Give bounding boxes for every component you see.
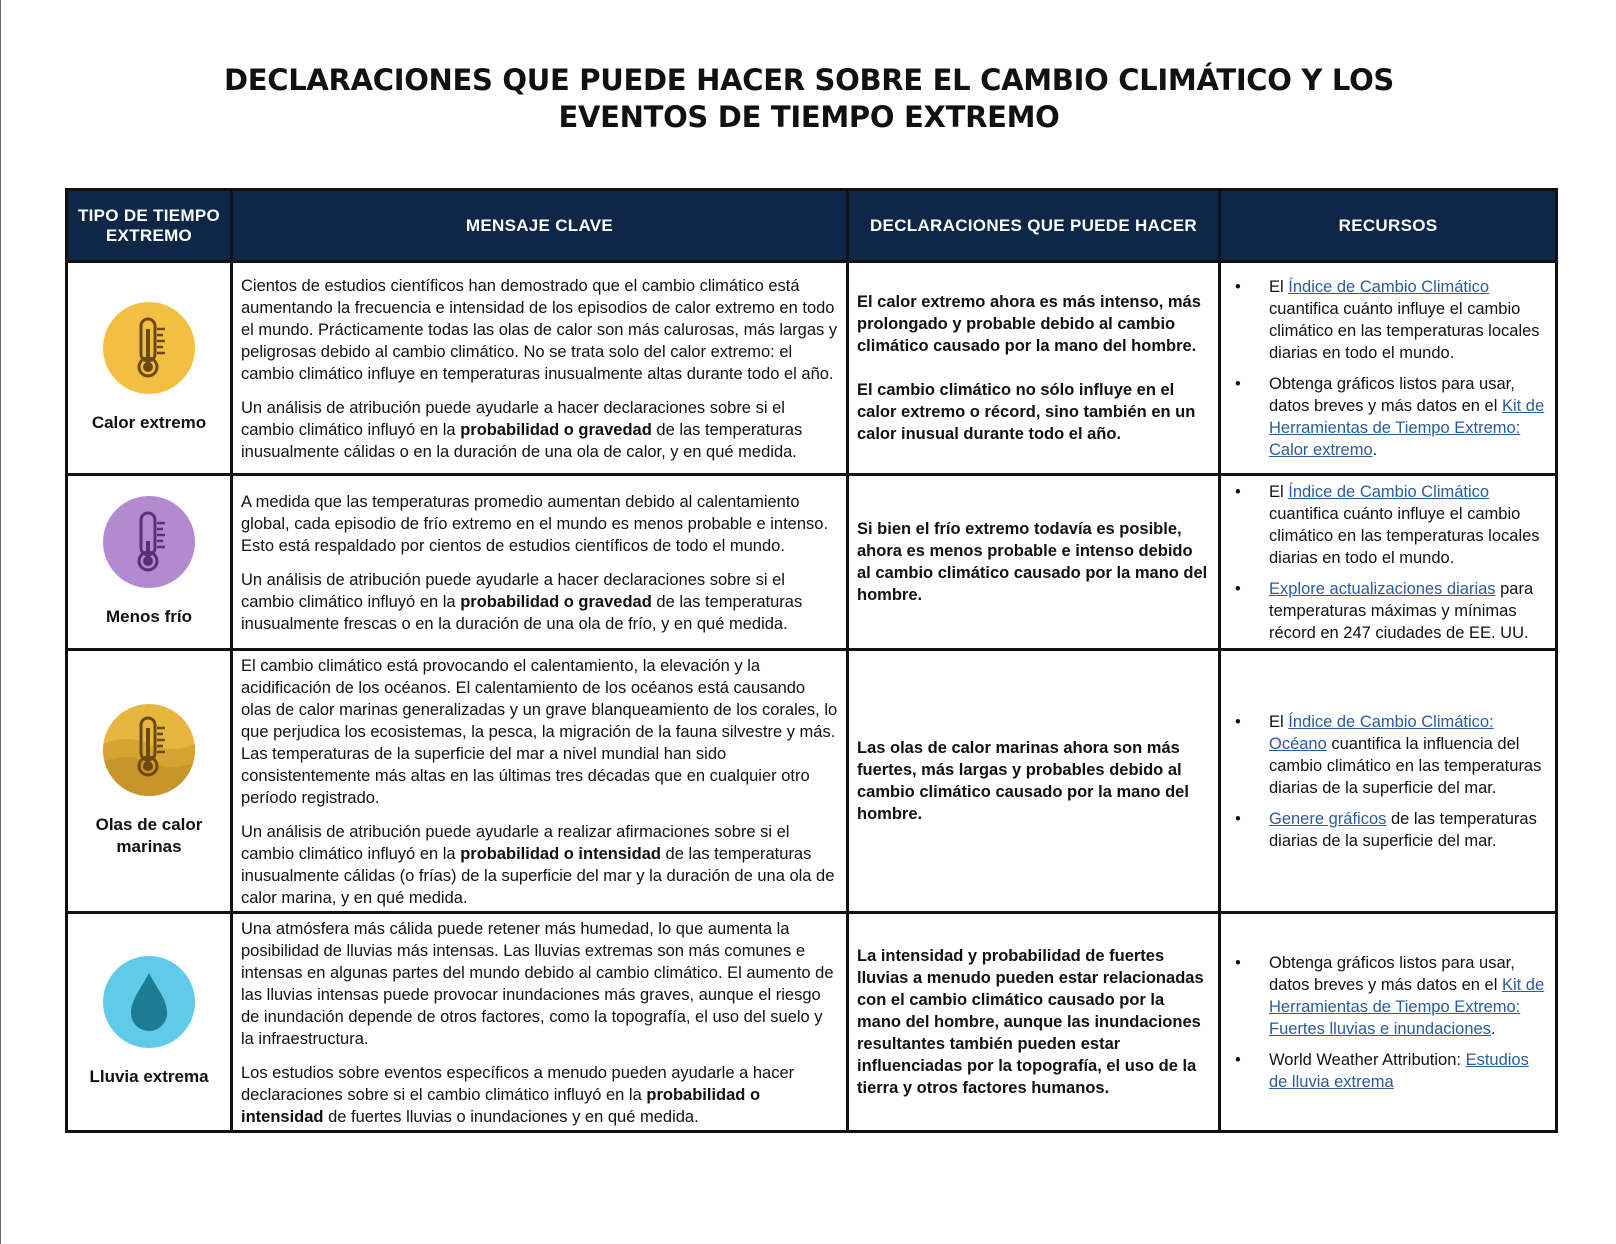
climate-shift-index-link[interactable]: Índice de Cambio Climático [1288, 277, 1490, 296]
attribution-paragraph [241, 821, 838, 909]
resource-text-end: cuantifica cuánto influye el cambio climático en las temperaturas locales diarias en todo el mundo. [1269, 299, 1540, 362]
resource-item [1225, 578, 1545, 644]
key-message-paragraph: Cientos de estudios científicos han demostrado que el cambio climático está aumentando la frecuencia e intensidad de los episodios de calor extremo en todo el mundo. Prácticamente todas las olas de calor son más calurosas, más largas y peligrosas debido al cambio climático. No se trata solo del calor extremo: el cambio climático influye en temperaturas inusualmente altas durante todo el año. [241, 277, 838, 383]
climate-shift-index-ocean-link[interactable]: Índice de Cambio Climático: Océano [1269, 712, 1494, 753]
attribution-text: Un análisis de atribución puede ayudarle a realizar afirmaciones sobre si el cambio climático influyó en la [241, 823, 790, 863]
header-message: MENSAJE CLAVE [232, 190, 848, 262]
type-label: Lluvia extrema [89, 1067, 209, 1086]
resource-item [1225, 481, 1545, 569]
thermometer-icon [103, 302, 195, 394]
page-title-line-2: EVENTOS DE TIEMPO EXTREMO [558, 100, 1060, 134]
resource-item [1225, 808, 1545, 852]
resource-text-end: de las temperaturas diarias de la superficie del mar. [1269, 809, 1537, 850]
statement: Si bien el frío extremo todavía es posible, ahora es menos probable e intenso debido al cambio climático causado por la mano del hombre. [857, 520, 1208, 604]
daily-updates-link[interactable]: Explore actualizaciones diarias [1269, 579, 1496, 598]
attribution-text-end: de las temperaturas inusualmente cálidas (o frías) de la superficie del mar y la duración de una ola de calor marina, y en qué medida. [241, 845, 835, 907]
attribution-text: Un análisis de atribución puede ayudarle a hacer declaraciones sobre si el cambio climático influyó en la [241, 399, 785, 439]
key-message-cell [232, 913, 848, 1132]
attribution-emphasis: probabilidad o intensidad [241, 1086, 761, 1126]
type-cell [67, 913, 232, 1132]
statements-cell [848, 913, 1220, 1132]
statements-cell [848, 650, 1220, 913]
resources-list [1225, 952, 1545, 1093]
key-message-paragraph: A medida que las temperaturas promedio aumentan debido al calentamiento global, cada episodio de frío extremo en el mundo es menos probable e intenso. Esto está respaldado por cientos de estudios científicos de todo el mundo. [241, 493, 829, 555]
resource-item [1225, 276, 1545, 364]
resources-list [1225, 276, 1545, 461]
generate-graphics-link[interactable]: Genere gráficos [1269, 809, 1387, 828]
type-label: Calor extremo [91, 413, 207, 432]
resource-item [1225, 1049, 1545, 1093]
resource-item [1225, 711, 1545, 799]
key-message-cell [232, 650, 848, 913]
header-statements: DECLARACIONES QUE PUEDE HACER [848, 190, 1220, 262]
attribution-text-end: de las temperaturas inusualmente cálidas o en la duración de una ola de calor, y en qué medida. [241, 421, 803, 461]
key-message-paragraph: El cambio climático está provocando el calentamiento, la elevación y la acidificación de los océanos. El calentamiento de los océanos está causando olas de calor marinas generalizadas y un grave blanqueamiento de los corales, lo que perjudica los ecosistemas, la pesca, la migración de la fauna silvestre y más. Las temperaturas de la superficie del mar a nivel mundial han sido consistentemente más altas en las últimas tres décadas que en cualquier otro período registrado. [241, 657, 838, 807]
key-message-paragraph: Una atmósfera más cálida puede retener más humedad, lo que aumenta la posibilidad de lluvias más intensas. Las lluvias extremas son más comunes e intensas en algunas partes del mundo debido al cambio climático. El aumento de las lluvias intensas puede provocar inundaciones más graves, aunque el riesgo de inundación depende de otros factores, como la topografía, el uso del suelo y la infraestructura. [241, 920, 834, 1048]
climate-shift-index-link[interactable]: Índice de Cambio Climático [1288, 482, 1490, 501]
resource-text-end: cuantifica cuánto influye el cambio climático en las temperaturas locales diarias en todo el mundo. [1269, 504, 1540, 567]
resource-text: World Weather Attribution: [1269, 1050, 1466, 1069]
resource-text: El [1269, 482, 1289, 501]
attribution-emphasis: probabilidad o gravedad [460, 593, 652, 611]
resources-cell [1220, 262, 1557, 475]
table-header-row [67, 190, 1557, 262]
statement: El cambio climático no sólo influye en el calor extremo o récord, sino también en un calor inusual durante todo el año. [857, 381, 1196, 443]
page-title-line-1: DECLARACIONES QUE PUEDE HACER SOBRE EL CAMBIO CLIMÁTICO Y LOS [223, 63, 1395, 97]
resource-text-end: . [1372, 440, 1378, 459]
header-type: TIPO DE TIEMPO EXTREMO [67, 190, 232, 262]
header-resources: RECURSOS [1220, 190, 1557, 262]
resources-cell [1220, 913, 1557, 1132]
type-cell [67, 475, 232, 650]
statements-cell [848, 475, 1220, 650]
type-cell [67, 650, 232, 913]
resource-text: El [1269, 277, 1289, 296]
resource-text-end: cuantifica la influencia del cambio climático en las temperaturas diarias de la superficie del mar. [1269, 734, 1542, 797]
statements-cell [848, 262, 1220, 475]
attribution-text-end: de fuertes lluvias o inundaciones y en qué medida. [323, 1108, 699, 1126]
resource-text-end: . [1490, 1019, 1496, 1038]
attribution-emphasis: probabilidad o intensidad [460, 845, 661, 863]
toolkit-rain-link[interactable]: Kit de Herramientas de Tiempo Extremo: Fuertes lluvias e inundaciones [1269, 975, 1545, 1038]
page-title [1, 62, 1616, 136]
toolkit-heat-link[interactable]: Kit de Herramientas de Tiempo Extremo: Calor extremo [1269, 396, 1545, 459]
key-message-cell [232, 262, 848, 475]
resource-item [1225, 952, 1545, 1040]
type-cell [67, 262, 232, 475]
table-row [67, 475, 1557, 650]
resource-text-end: para temperaturas máximas y mínimas récord en 247 ciudades de EE. UU. [1269, 579, 1534, 642]
extreme-rain-studies-link[interactable]: Estudios de lluvia extrema [1269, 1050, 1529, 1091]
resource-text: El [1269, 712, 1289, 731]
attribution-text: Un análisis de atribución puede ayudarle a hacer declaraciones sobre si el cambio climático influyó en la [241, 571, 785, 611]
statements-table [65, 188, 1558, 1133]
statement: El calor extremo ahora es más intenso, más prolongado y probable debido al cambio climático causado por la mano del hombre. [857, 293, 1201, 355]
resource-text: Obtenga gráficos listos para usar, datos breves y más datos en el [1269, 953, 1515, 994]
attribution-paragraph [241, 1062, 838, 1128]
resources-cell [1220, 650, 1557, 913]
table-row [67, 913, 1557, 1132]
resources-list [1225, 711, 1545, 852]
attribution-text-end: de las temperaturas inusualmente frescas o en la duración de una ola de frío, y en qué medida. [241, 593, 803, 633]
table-row [67, 262, 1557, 475]
resources-list [1225, 481, 1545, 644]
attribution-paragraph [241, 569, 838, 635]
statement: Las olas de calor marinas ahora son más fuertes, más largas y probables debido al cambio climático causado por la mano del hombre. [857, 739, 1189, 823]
resource-text: Obtenga gráficos listos para usar, datos breves y más datos en el [1269, 374, 1515, 415]
thermometer-icon [103, 496, 195, 588]
key-message-cell [232, 475, 848, 650]
type-label: Olas de calor marinas [95, 815, 203, 856]
resources-cell [1220, 475, 1557, 650]
attribution-paragraph [241, 397, 838, 463]
attribution-text: Los estudios sobre eventos específicos a menudo pueden ayudarle a hacer declaraciones sobre si el cambio climático influyó en la [241, 1064, 795, 1104]
raindrop-icon [103, 956, 195, 1048]
attribution-emphasis: probabilidad o gravedad [460, 421, 652, 439]
table-row [67, 650, 1557, 913]
statement: La intensidad y probabilidad de fuertes lluvias a menudo pueden estar relacionadas con el cambio climático causado por la mano del hombre, aunque las inundaciones resultantes también pueden estar influenciadas por la topografía, el uso de la tierra y otros factores humanos. [857, 947, 1204, 1097]
resource-item [1225, 373, 1545, 461]
ocean-thermometer-icon [103, 704, 195, 796]
type-label: Menos frío [106, 607, 192, 626]
